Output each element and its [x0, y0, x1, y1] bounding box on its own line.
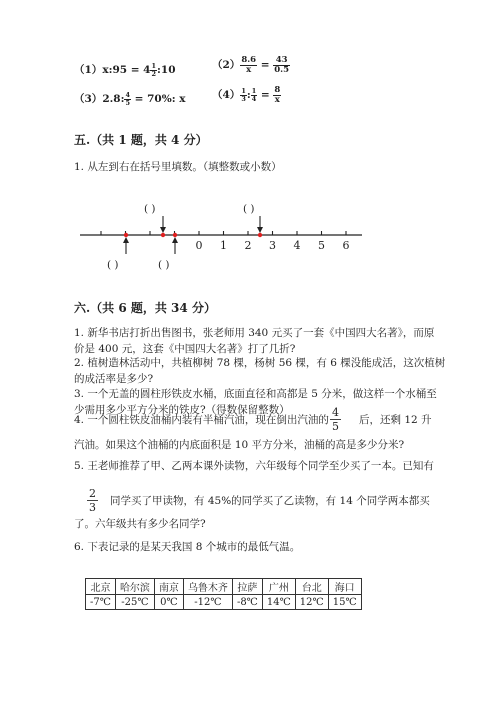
- table-cell-temperature: -7℃: [86, 595, 116, 610]
- equation-1: （1）x:95 = 4 $\frac{1}{2}$ :10: [74, 62, 176, 78]
- fraction: $\frac{8}{x}$: [274, 85, 281, 105]
- down-arrow-icon: [160, 216, 166, 233]
- table-cell-temperature: -8℃: [232, 595, 262, 610]
- red-point: [173, 233, 177, 237]
- question-5-1: 1. 从左到右在括号里填数。（填整数或小数）: [74, 161, 282, 173]
- table-cell-city: 海口: [328, 579, 361, 595]
- fraction: $\frac{4}{5}$: [332, 406, 339, 433]
- question-6-2-line1: 2. 植树造林活动中，共植柳树 78 棵，杨树 56 棵，有 6 棵没能成活，这次植树: [74, 357, 446, 369]
- table-cell-temperature: 15℃: [328, 595, 361, 610]
- fraction: $\frac{43}{0.5}$: [274, 55, 290, 75]
- number-line-tick-label: 2: [244, 239, 252, 252]
- number-line-tick-label: 1: [220, 239, 227, 252]
- fraction: $\frac{8.6}{x}$: [241, 55, 257, 75]
- number-line-tick-label: 4: [293, 239, 301, 252]
- question-6-4-line2: 汽油。如果这个油桶的内底面积是 10 平方分米，油桶的高是多少分米?: [74, 439, 405, 451]
- fraction: $\frac{2}{3}$: [89, 487, 96, 514]
- question-6-5-line2: 同学买了甲读物，有 45%的同学买了乙读物，有 14 个同学两本都买: [110, 495, 430, 507]
- number-line-tick-label: 0: [195, 239, 203, 252]
- number-line-labels: [196, 239, 350, 252]
- number-line-tick-label: 3: [269, 239, 276, 252]
- fraction: $\frac{1}{4}$: [251, 87, 257, 103]
- equation-2: （2） $\frac{8.6}{x}$ = $\frac{43}{0.5}$: [212, 55, 290, 75]
- answer-blank[interactable]: ( ): [107, 259, 119, 271]
- fraction: $\frac{1}{2}$: [151, 62, 157, 78]
- question-6-5-line1: 5. 王老师推荐了甲、乙两本课外读物，六年级每个同学至少买了一本。已知有: [74, 460, 434, 472]
- table-cell-city: 乌鲁木齐: [183, 579, 232, 595]
- red-point: [124, 233, 128, 237]
- question-6-6: 6. 下表记录的是某天我国 8 个城市的最低气温。: [74, 541, 301, 553]
- question-6-5-line3: 了。六年级共有多少名同学?: [74, 518, 206, 530]
- table-cell-temperature: -12℃: [183, 595, 232, 610]
- table-cell-temperature: 14℃: [262, 595, 295, 610]
- table-cell-temperature: -25℃: [115, 595, 154, 610]
- up-arrow-icon: [172, 237, 178, 254]
- table-cell-city: 哈尔滨: [115, 579, 154, 595]
- number-line-tick-label: 6: [342, 239, 350, 252]
- question-6-2-line2: 的成活率是多少?: [74, 373, 154, 385]
- table-cell-temperature: 12℃: [295, 595, 328, 610]
- question-6-1-line1: 1. 新华书店打折出售图书，张老师用 340 元买了一套《中国四大名著》，而原: [74, 327, 435, 339]
- up-arrow-icon: [123, 237, 129, 254]
- question-6-4-line1-tail: 后，还剩 12 升: [359, 414, 432, 426]
- section-5-title: 五.（共 1 题，共 4 分）: [74, 133, 208, 147]
- equation-4: （4） $\frac{1}{3}$ : $\frac{1}{4}$ = $\frac{8}{x}$: [212, 85, 281, 105]
- section-6-title: 六.（共 6 题，共 34 分）: [74, 301, 216, 315]
- question-6-3-line2: 少需用多少平方分米的铁皮?（得数保留整数）: [74, 404, 290, 416]
- red-point: [161, 233, 165, 237]
- table-cell-city: 广州: [262, 579, 295, 595]
- question-6-4-line1: 4. 一个圆柱铁皮油桶内装有半桶汽油，现在倒出汽油的: [74, 414, 329, 426]
- table-row: [86, 595, 362, 610]
- table-cell-temperature: 0℃: [154, 595, 183, 610]
- number-line-tick-label: 5: [318, 239, 325, 252]
- question-6-1-line2: 价是 400 元，这套《中国四大名著》打了几折?: [74, 343, 296, 355]
- table-cell-city: 台北: [295, 579, 328, 595]
- equation-3: （3）2.8: $\frac{4}{5}$ = 70%: x: [74, 91, 186, 107]
- table-cell-city: 北京: [86, 579, 116, 595]
- red-point: [258, 233, 262, 237]
- answer-blank[interactable]: ( ): [144, 203, 156, 215]
- answer-blank[interactable]: ( ): [158, 259, 170, 271]
- table-cell-city: 拉萨: [232, 579, 262, 595]
- table-cell-city: 南京: [154, 579, 183, 595]
- question-6-3-line1: 3. 一个无盖的圆柱形铁皮水桶，底面直径和高都是 5 分米，做这样一个水桶至: [74, 388, 437, 400]
- down-arrow-icon: [257, 216, 263, 233]
- fraction: $\frac{4}{5}$: [125, 91, 130, 107]
- answer-blank[interactable]: ( ): [243, 203, 255, 215]
- fraction: $\frac{1}{3}$: [241, 87, 246, 103]
- temperature-table: [85, 578, 362, 610]
- table-row: [86, 579, 362, 595]
